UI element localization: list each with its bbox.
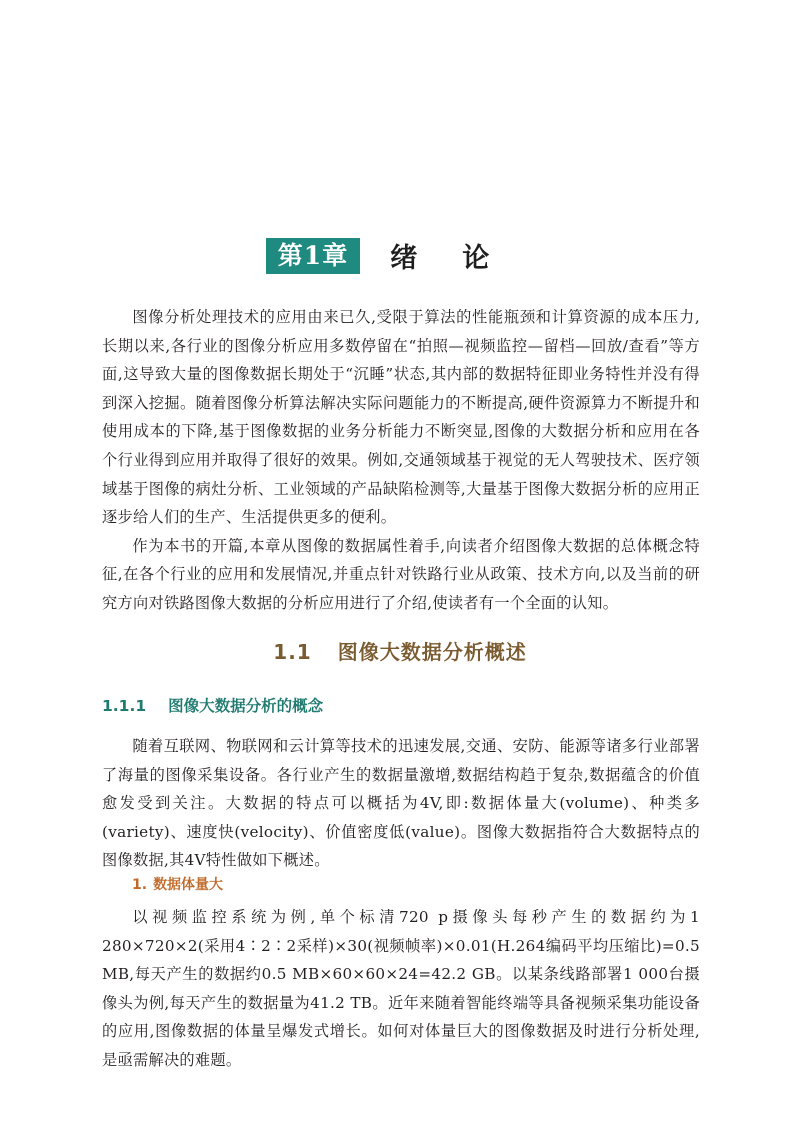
subsection-text — [102, 732, 700, 875]
item-heading — [132, 874, 223, 894]
section-number: 1.1 — [273, 640, 312, 664]
subsection-number: 1.1.1 — [102, 697, 147, 715]
chapter-heading — [0, 236, 800, 275]
section-heading — [0, 636, 800, 665]
intro-paragraph-2: 作为本书的开篇,本章从图像的数据属性着手,向读者介绍图像大数据的总体概念特征,在各个行业的应用和发展情况,并重点针对铁路行业从政策、技术方向,以及当前的研究方向对铁路图像大数据的分析应用进行了介绍,使读者有一个全面的认知。 — [102, 536, 700, 612]
chapter-number-badge: 第1章 — [266, 238, 360, 274]
item-number: 1. — [132, 877, 148, 893]
subsection-paragraph: 随着互联网、物联网和云计算等技术的迅速发展,交通、安防、能源等诸多行业部署了海量的图像采集设备。各行业产生的数据量激增,数据结构趋于复杂,数据蕴含的价值愈发受到关注。大数据的特点可以概括为4V,即:数据体量大(volume)、种类多(variety)、速度快(velocity)、价值密度低(value)。图像大数据指符合大数据特点的图像数据,其4V特性做如下概述。 — [102, 737, 700, 870]
subsection-title: 图像大数据分析的概念 — [168, 697, 324, 715]
chapter-title: 绪论 — [390, 243, 535, 274]
item-title: 数据体量大 — [153, 877, 224, 893]
item-text — [102, 903, 700, 1075]
item-paragraph: 以视频监控系统为例,单个标清720 p摄像头每秒产生的数据约为1 280×720×2(采用4∶2∶2采样)×30(视频帧率)×0.01(H.264编码平均压缩比)=0.5 MB,每天产生的数据约0.5 MB×60×60×24=42.2 GB。以某条线路部署1 000台摄像头为例,每天产生的数据量为41.2 TB。近年来随着智能终端等具备视频采集功能设备的应用,图像数据的体量呈爆发式增长。如何对体量巨大的图像数据及时进行分析处理,是亟需解决的难题。 — [102, 908, 700, 1069]
intro-text — [102, 303, 700, 618]
section-title: 图像大数据分析概述 — [337, 640, 527, 664]
subsection-heading — [102, 694, 323, 716]
intro-paragraph-1: 图像分析处理技术的应用由来已久,受限于算法的性能瓶颈和计算资源的成本压力,长期以来,各行业的图像分析应用多数停留在“拍照—视频监控—留档—回放/查看”等方面,这导致大量的图像数据长期处于“沉睡”状态,其内部的数据特征即业务特性并没有得到深入挖掘。随着图像分析算法解决实际问题能力的不断提高,硬件资源算力不断提升和使用成本的下降,基于图像数据的业务分析能力不断突显,图像的大数据分析和应用在各个行业得到应用并取得了很好的效果。例如,交通领域基于视觉的无人驾驶技术、医疗领域基于图像的病灶分析、工业领域的产品缺陷检测等,大量基于图像大数据分析的应用正逐步给人们的生产、生活提供更多的便利。 — [102, 308, 700, 527]
